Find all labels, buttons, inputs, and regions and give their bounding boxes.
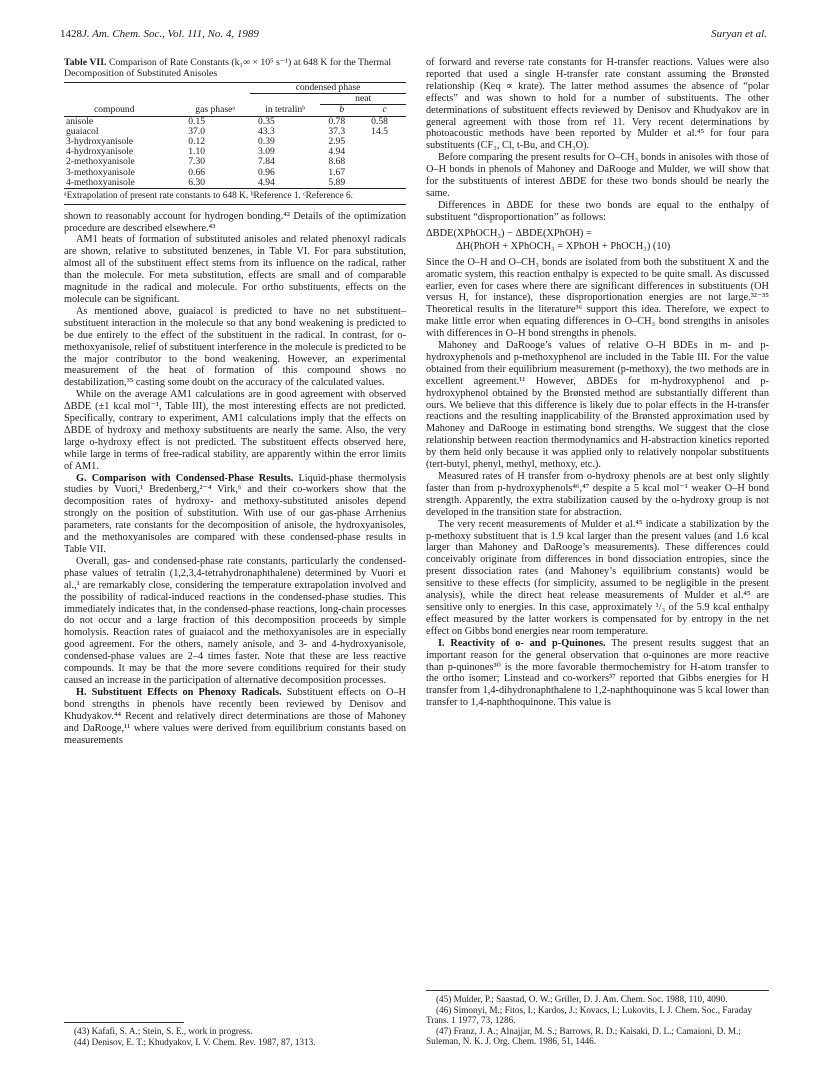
cell-value: [363, 178, 406, 189]
table-group-header: condensed phase: [250, 83, 406, 94]
body-paragraph: Measured rates of H transfer from o-hydroxy phenols are at best only slightly faster than from p-hydroxyphenols⁴⁶,⁴⁷ despite a 5 kcal mol⁻¹ weaker O–H bond strength. Apparently, the extra stabilization caused by the o-hydroxy group is not developed in the transition state for abstraction.: [426, 471, 769, 518]
cell-value: 5.89: [320, 178, 363, 189]
running-authors: Suryan et al.: [711, 28, 767, 40]
right-column: [426, 57, 769, 709]
body-paragraph: The very recent measurements of Mulder et al.⁴⁵ indicate a stabilization by the p-methoxy substituent that is 1.9 kcal larger than the present values (and 1.6 kcal larger than Mahoney and DaRooge’s measurements). These differences could conceivably originate from differences in bond dissociation entropies, since the present dissociation rates (and Mahoney’s equilibrium constants) would be sensitive to these effects (for simplicity, assumed to be negligible in the present analysis), while the direct heat release measurements of Mulder et al.⁴⁵ are sensitive only to energies. In this case, approximately ¹/₃ of the 5.9 kcal enthalpy effect measured by the latter workers is compensated for by entropy in the net effect on Gibbs bond energies near room temperature.: [426, 518, 769, 637]
cell-compound: anisole: [66, 115, 94, 127]
footnote: (46) Simonyi, M.; Fitos, I.; Kardos, J.; Kovacs, I.; Lukovits, I. J. Chem. Soc., Faraday Trans. 1 1977, 73, 1286.: [426, 1004, 752, 1026]
cell-compound: 2-methoxyanisole: [66, 156, 135, 168]
cell-value: [363, 157, 406, 167]
equation-line: ΔH(PhOH + XPhOCH₃ = XPhOH + PhOCH₃) (10): [456, 240, 671, 252]
cell-value: 43.3: [258, 125, 275, 137]
running-header: [60, 28, 767, 44]
cell-value: 0.12: [188, 136, 206, 148]
body-paragraph: shown to reasonably account for hydrogen bonding.⁴² Details of the optimization procedure are described elsewhere.⁴³: [64, 210, 406, 234]
cell-value: 7.84: [258, 156, 275, 168]
col-header-c: c: [363, 105, 406, 116]
footnote: (45) Mulder, P.; Saastad, O. W.; Griller, D. J. Am. Chem. Soc. 1988, 110, 4090.: [436, 994, 728, 1004]
body-paragraph: Before comparing the present results for O–CH₃ bonds in anisoles with those of O–H bonds in phenols of Mahoney and DaRooge and Mulder, we will show that for the substituents of interest ΔBDE for these two bonds should be nearly the same.: [426, 152, 769, 199]
cell-value: [363, 168, 406, 178]
cell-value: 7.30: [188, 156, 206, 168]
cell-value: 0.39: [258, 136, 275, 148]
section-h-paragraph: H. Substituent Effects on Phenoxy Radicals. Substituent effects on O–H bond strengths in phenols have recently been reviewed by Denisov and Khudyakov.⁴⁴ Recent and relatively direct determinations are those of Mahoney and DaRooge,¹¹ where values were derived from equilibrium constants based on measurements: [64, 686, 406, 746]
cell-value: 8.68: [328, 156, 346, 168]
page-number: 1428: [60, 28, 82, 40]
journal-citation: J. Am. Chem. Soc., Vol. 111, No. 4, 1989: [82, 28, 259, 40]
cell-value: 37.0: [188, 125, 206, 137]
col-header-compound: compound: [64, 105, 180, 116]
table-notes: ᵃExtrapolation of present rate constants to 648 K. ᵇReference 1. ᶜReference 6.: [64, 191, 406, 205]
table-caption: [64, 57, 406, 79]
footnote: (44) Denisov, E. T.; Khudyakov, I. V. Chem. Rev. 1987, 87, 1313.: [74, 1036, 316, 1047]
body-paragraph: While on the average AM1 calculations are in good agreement with observed ΔBDE (±1 kcal mol⁻¹, Table III), the most interesting effects are not predicted. Specifically, contrary to experiment, AM1 calculations imply that the effects on ΔBDE of hydroxy and methoxy substituents are nearly the same. Also, the very large o-hydroxy effect is not predicted. The substituent effects observed here, while large in terms of free-radical stability, are apparently within the error limits of AM1.: [64, 389, 406, 472]
cell-value: 6.30: [180, 178, 250, 189]
body-paragraph: As mentioned above, guaiacol is predicted to have no net substituent–substituent interaction in the molecule so that any bond weakening is predicted to be due entirely to the effect of the substituent in the radical. In contrast, for o-methoxyanisole, relief of substituent interference in the molecule is predicted to be the major contributor to the bond weakening. However, an experimental measurement of the heat of formation of this compound shows no destabilization,³⁵ casting some doubt on the accuracy of the calculated values.: [64, 305, 406, 389]
table-row: [64, 178, 406, 189]
cell-compound: guaiacol: [66, 125, 99, 137]
equation-line: ΔBDE(XPhOCH₃) − ΔBDE(XPhOH) =: [426, 227, 592, 239]
body-paragraph: Overall, gas- and condensed-phase rate constants, particularly the condensed-phase values of tetralin (1,2,3,4-tetrahydronaphthalene) determined by Vuori et al.,¹ are remarkably close, considering the temperature extrapolation involved and the possibility of radical-induced reactions in the condensed-phase studies. This immediately indicates that, in the condensed-phase reactions, long-chain processes do not occur and a large fraction of this decomposition proceeds by simple homolysis. Reaction rates of guaiacol and the methoxyanisoles are in especially good agreement. For the others, namely anisole, and 3- and 4-hydroxyanisole, condensed-phase values are 2–4 times faster. Note that these are less reactive compounds. It may be that the more severe conditions required for their study caused an increase in the participation of alternative decomposition processes.: [64, 555, 406, 686]
section-i-paragraph: I. Reactivity of o- and p-Quinones. The present results suggest that an important reason for the general observation that o-quinones are more reactive than p-quinones³⁰ is the more favorable thermochemistry for H-atom transfer to the ortho isomer; Linstead and co-workers³⁷ reported that Gibbs energies for H transfer from 1,4-dihydronaphthalene to 1,2-naphthoquinone was 5 kcal lower than transfer to 1,4-naphthoquinone. This value is: [426, 637, 769, 709]
cell-value: 14.5: [371, 125, 388, 137]
cell-value: 0.35: [258, 115, 275, 127]
cell-compound: 3-hydroxyanisole: [66, 136, 134, 148]
body-paragraph: of forward and reverse rate constants for H-transfer reactions. Values were also reported that used a single H-transfer rate constant assuming the Brønsted relationship (Keq ∝ krate). The latter method assumes the absence of “polar effects” and was shown to hold for a number of substituents. The other determinations of substituent effects reviewed by Denisov and Khudyakov are in general agreement with those from ref 11. Very recent determinations by photoacoustic methods have been reported by Mulder et al.⁴⁵ for four para substituents (CF₃, Cl, t-Bu, and CH₃O).: [426, 57, 769, 152]
footnote-rule: [64, 1022, 184, 1023]
section-heading: G. Comparison with Condensed-Phase Results.: [76, 472, 294, 484]
body-paragraph: AM1 heats of formation of substituted anisoles and related phenoxyl radicals are shown, relative to substituted benzenes, in Table VI. For para substitution, almost all of the substituent effect stems from its influence on the radical, rather than the molecule. For meta substitution, effects are small and of comparable magnitude in the radical and molecule. For ortho substituents, effects on the molecule can be significant.: [64, 234, 406, 305]
cell-value: 0.96: [258, 166, 275, 178]
body-paragraph: Since the O–H and O–CH₃ bonds are isolated from both the substituent X and the aromatic system, this reaction enthalpy is expected to be quite small. As discussed earlier, even for cases where there are significant differences in substituents (OH versus H, for instance), these disproportionation energies are not large.³²⁻³⁵ Theoretical results in the literature³⁶ support this idea. Therefore, we expect to make little error when equating differences in O–CH₃ bond strengths in anisoles with differences in O–H bond strengths in phenols.: [426, 256, 769, 340]
footnote-rule: [426, 990, 769, 991]
table-label: Table VII.: [64, 57, 107, 68]
rate-constant-table: [64, 82, 406, 189]
footnote: (43) Kafafi, S. A.; Stein, S. E., work in progress.: [74, 1026, 253, 1036]
cell-value: 0.15: [188, 115, 206, 127]
section-g-paragraph: G. Comparison with Condensed-Phase Results. Liquid-phase thermolysis studies by Vuori,¹ Bredenberg,²⁻⁴ Virk,⁶ and their co-workers show that the decomposition rates of hydroxy- and methoxy-substituted anisoles depend strongly on the position of substitution. With use of our gas-phase Arrhenius parameters, rate constants for the decomposition of anisole, the hydroxyanisoles, and the methoxyanisoles are compared with these condensed-phase results in Table VII.: [64, 472, 406, 555]
body-paragraph: Differences in ΔBDE for these two bonds are equal to the enthalpy of substituent “disproportionation” as follows:: [426, 199, 769, 223]
cell-value: 2.95: [328, 136, 346, 148]
cell-value: [363, 147, 406, 157]
cell-value: 3.09: [258, 146, 275, 158]
left-column: [64, 57, 406, 746]
cell-value: 37.3: [328, 125, 346, 137]
equation-10: [426, 227, 769, 253]
cell-value: 4.94: [250, 178, 320, 189]
body-paragraph: Mahoney and DaRooge’s values of relative O–H BDEs in m- and p-hydroxyphenols and p-methoxyphenol are included in the Table III. For the value obtained from their equilibrium measurement (p-methoxy), the two methods are in excellent agreement.¹¹ However, ΔBDEs for m-hydroxyphenol and p-hydroxyphenol obtained by the Brønsted method are substantially different than ours. We believe that this difference is likely due to polar effects in the H-transfer reactions and the resulting inapplicability of the Brønsted approximation used by Mahoney and DaRooge in estimating bond strengths. We suggest that the close relationship between reaction thermodynamics and H-abstraction kinetics reported by them held only because it was applied only to relatively nonpolar substituents (tert-butyl, phenyl, methyl, methoxy, etc.).: [426, 340, 769, 471]
cell-compound: 3-methoxyanisole: [66, 166, 135, 178]
cell-compound: 4-methoxyanisole: [64, 178, 180, 189]
cell-value: 1.67: [328, 166, 346, 178]
left-footnotes: [64, 1026, 406, 1047]
cell-value: 4.94: [328, 146, 346, 158]
footnote: (47) Franz, J. A.; Alnajjar, M. S.; Barrows, R. D.; Kaisaki, D. L.; Camaioni, D. M.; Suleman, N. K. J. Org. Chem. 1986, 51, 1446.: [426, 1025, 741, 1047]
cell-value: 0.78: [328, 115, 346, 127]
col-header-gas: gas phaseᵃ: [180, 105, 250, 116]
cell-value: 1.10: [188, 146, 206, 158]
right-footnotes: [426, 994, 769, 1047]
cell-value: 0.66: [188, 166, 206, 178]
col-header-tetralin: in tetralinᵇ: [250, 105, 320, 116]
section-heading: H. Substituent Effects on Phenoxy Radicals.: [76, 686, 282, 698]
cell-value: 0.58: [371, 115, 388, 127]
cell-compound: 4-hydroxyanisole: [66, 146, 134, 158]
col-header-b: b: [320, 105, 363, 116]
section-heading: I. Reactivity of o- and p-Quinones.: [438, 637, 606, 649]
table-neat-header: neat: [320, 94, 406, 105]
table-row: [64, 116, 406, 127]
cell-value: [363, 137, 406, 147]
table-caption-text: Comparison of Rate Constants (k₁∞ × 10⁵ s⁻¹) at 648 K for the Thermal Decomposition of Substituted Anisoles: [64, 57, 392, 79]
